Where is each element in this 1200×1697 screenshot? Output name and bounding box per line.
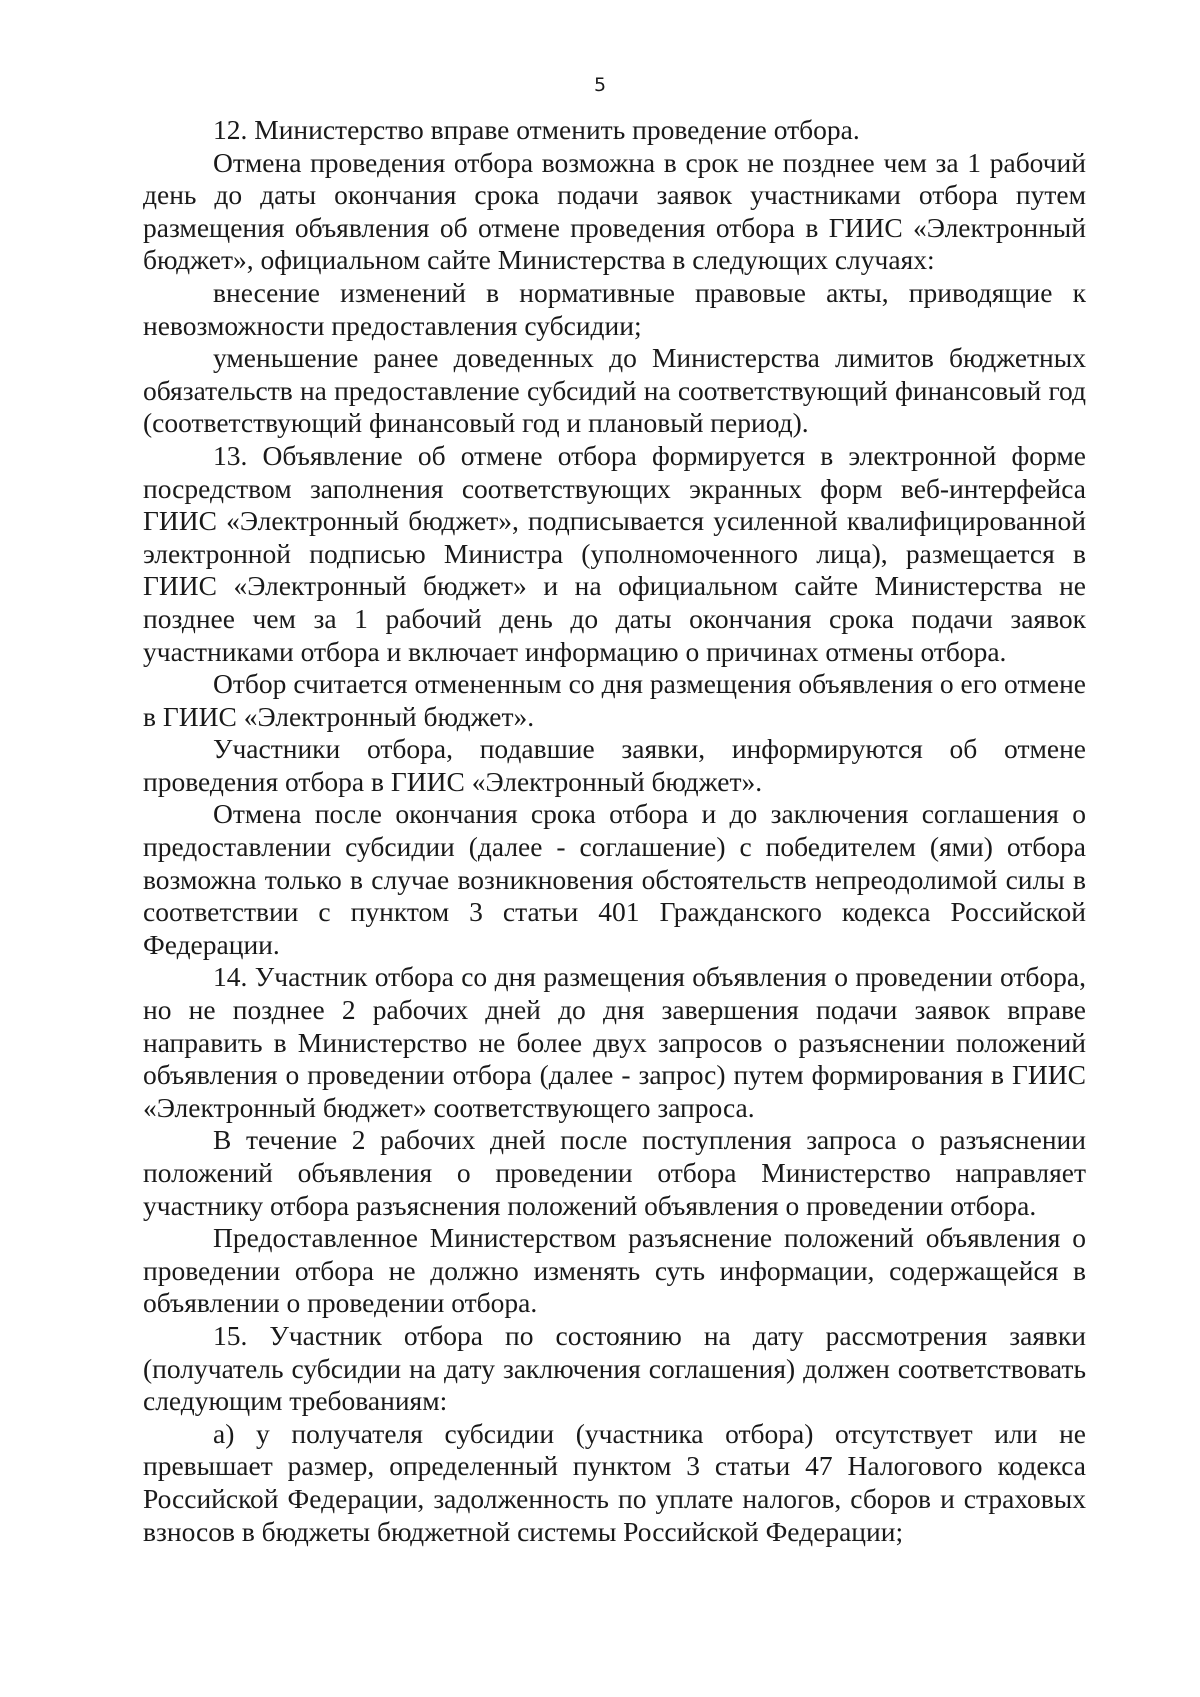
paragraph-case-legal-changes: внесение изменений в нормативные правовые акты, приводящие к невозможности предоставления субсидии;: [143, 276, 1086, 341]
paragraph-15-a: а) у получателя субсидии (участника отбора) отсутствует или не превышает размер, определенный пунктом 3 статьи 47 Налогового кодекса Российской Федерации, задолженность по уплате налогов, сборов и страховых взносов в бюджеты бюджетной системы Российской Федерации;: [143, 1417, 1086, 1547]
paragraph-12: 12. Министерство вправе отменить проведение отбора.: [213, 114, 860, 145]
paragraph-participants-informed: Участники отбора, подавшие заявки, информируются об отмене проведения отбора в ГИИС «Электронный бюджет».: [143, 733, 1086, 797]
paragraph-15: 15. Участник отбора по состоянию на дату рассмотрения заявки (получатель субсидии на дату заключения соглашения) должен соответствовать следующим требованиям:: [143, 1319, 1086, 1417]
paragraph-force-majeure: Отмена после окончания срока отбора и до заключения соглашения о предоставлении субсидии (далее - соглашение) с победителем (ями) отбора возможна только в случае возникновения обстоятельств непреодолимой силы в соответствии с пунктом 3 статьи 401 Гражданского кодекса Российской Федерации.: [143, 798, 1086, 960]
paragraph-14: 14. Участник отбора со дня размещения объявления о проведении отбора, но не позднее 2 рабочих дней до дня завершения подачи заявок вправе направить в Министерство не более двух запросов о разъяснении положений объявления о проведении отбора (далее - запрос) путем формирования в ГИИС «Электронный бюджет» соответствующего запроса.: [143, 961, 1086, 1123]
paragraph-13: 13. Объявление об отмене отбора формируется в электронной форме посредством заполнения соответствующих экранных форм веб-интерфейса ГИИС «Электронный бюджет», подписывается усиленной квалифицированной электронной подписью Министра (уполномоченного лица), размещается в ГИИС «Электронный бюджет» и на официальном сайте Министерства не позднее чем за 1 рабочий день до даты окончания срока подачи заявок участниками отбора и включает информацию о причинах отмены отбора.: [143, 439, 1086, 667]
paragraph-case-limits-reduction: уменьшение ранее доведенных до Министерства лимитов бюджетных обязательств на предоставление субсидий на соответствующий финансовый год (соответствующий финансовый год и плановый период).: [143, 342, 1086, 439]
page-number: 5: [593, 74, 607, 96]
paragraph-clarification-response: В течение 2 рабочих дней после поступления запроса о разъяснении положений объявления о проведении отбора Министерство направляет участнику отбора разъяснения положений объявления о проведении отбора.: [143, 1124, 1086, 1221]
document-body: [143, 114, 1086, 1548]
paragraph-cancel-terms: Отмена проведения отбора возможна в срок не позднее чем за 1 рабочий день до даты окончания срока подачи заявок участниками отбора путем размещения объявления об отмене проведения отбора в ГИИС «Электронный бюджет», официальном сайте Министерства в следующих случаях:: [143, 146, 1086, 276]
paragraph-clarification-limits: Предоставленное Министерством разъяснение положений объявления о проведении отбора не должно изменять суть информации, содержащейся в объявлении о проведении отбора.: [143, 1222, 1086, 1319]
paragraph-cancel-effective: Отбор считается отмененным со дня размещения объявления о его отмене в ГИИС «Электронный бюджет».: [143, 668, 1086, 732]
